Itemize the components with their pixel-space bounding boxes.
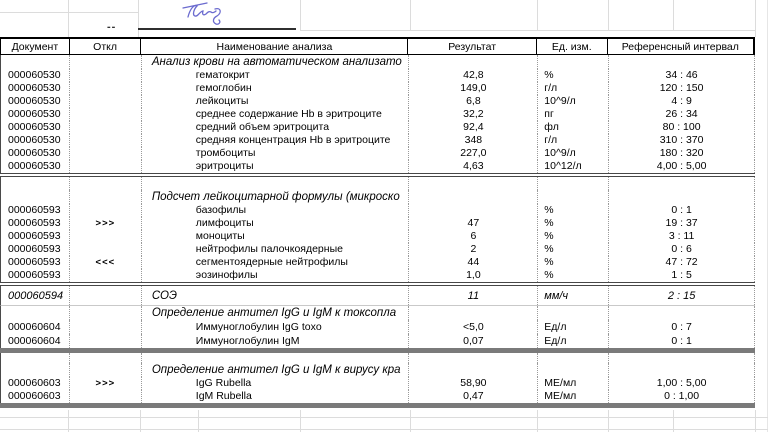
deviation-cell [69, 320, 141, 334]
document-cell: 000060530 [8, 95, 61, 107]
reference-cell: 120 : 150 [608, 82, 755, 95]
analysis-name-cell: Подсчет лейкоцитарной формулы (микроско [141, 190, 409, 204]
result-cell: 0,47 [408, 390, 537, 403]
table-row [0, 121, 755, 134]
table-row [0, 269, 755, 282]
result-cell: 42,8 [408, 69, 537, 82]
table-row [0, 390, 755, 403]
result-cell: 58,90 [408, 377, 537, 390]
analysis-name-cell: лимфоциты [141, 217, 409, 230]
document-cell [1, 55, 69, 69]
result-cell: 4,63 [408, 160, 537, 173]
grid-line [68, 410, 69, 432]
unit-cell: Ед/л [537, 334, 608, 348]
document-cell: 000060530 [8, 121, 61, 133]
analysis-name-cell: гемоглобин [141, 82, 409, 95]
column-header-document: Документ [11, 41, 59, 53]
grid-line [410, 410, 411, 432]
document-cell: 000060593 [8, 217, 61, 229]
grid-line [755, 0, 756, 37]
unit-cell [537, 353, 608, 363]
analysis-name-cell: средний объем эритроцита [141, 121, 409, 134]
deviation-cell [69, 353, 141, 363]
deviation-cell [69, 306, 141, 320]
deviation-cell [69, 160, 141, 173]
analysis-name-cell: тромбоциты [141, 147, 409, 160]
unit-cell: г/л [537, 82, 608, 95]
grid-line [537, 0, 538, 30]
analysis-name-cell: Иммуноглобулин IgM [141, 334, 409, 348]
unit-cell [537, 363, 608, 377]
document-cell: 000060593 [8, 269, 61, 281]
result-cell: 6,8 [408, 95, 537, 108]
grid-line [755, 410, 756, 432]
grid-line [0, 12, 138, 13]
deviation-cell [69, 55, 141, 69]
deviation-cell [69, 286, 141, 305]
grid-line [0, 417, 768, 418]
analysis-name-cell: СОЭ [141, 286, 409, 305]
document-cell: 000060530 [8, 108, 61, 120]
deviation-cell [69, 82, 141, 95]
table-row [0, 230, 755, 243]
document-cell: 000060530 [8, 160, 61, 172]
unit-cell: Ед/л [537, 320, 608, 334]
reference-cell: 1 : 5 [608, 269, 755, 282]
reference-cell: 0 : 1 [608, 204, 755, 217]
document-cell [1, 190, 69, 204]
reference-cell [608, 190, 755, 204]
document-cell [1, 177, 69, 190]
grid-line [673, 410, 674, 432]
result-cell [408, 363, 537, 377]
table-row [0, 243, 755, 256]
grid-line [138, 0, 139, 37]
reference-cell: 19 : 37 [608, 217, 755, 230]
analysis-name-cell: IgM Rubella [141, 390, 409, 403]
result-cell [408, 190, 537, 204]
grid-line [608, 0, 609, 30]
table-row [0, 256, 755, 269]
deviation-cell [69, 177, 141, 190]
table-row [0, 134, 755, 147]
reference-cell: 310 : 370 [608, 134, 755, 147]
unit-cell [537, 190, 608, 204]
analysis-name-cell: эритроциты [141, 160, 409, 173]
analysis-name-cell: моноциты [141, 230, 409, 243]
table-row [0, 69, 755, 82]
document-cell: 000060603 [8, 390, 61, 402]
result-cell [408, 204, 537, 217]
column-header-deviation: Откл [69, 39, 141, 54]
deviation-cell [69, 147, 141, 160]
unit-cell: мм/ч [537, 286, 608, 305]
unit-cell: МЕ/мл [537, 377, 608, 390]
reference-cell [608, 55, 755, 69]
document-cell: 000060594 [8, 290, 64, 302]
reference-cell [608, 177, 755, 190]
table-row [0, 334, 755, 348]
column-header-reference: Референсный интервал [607, 39, 753, 54]
section-title-row [0, 306, 755, 320]
analysis-name-cell: Определение антител IgG и IgM к токсопла [141, 306, 409, 320]
deviation-cell [69, 134, 141, 147]
grid-line [300, 30, 755, 31]
analysis-name-cell: гематокрит [141, 69, 409, 82]
result-cell: 348 [408, 134, 537, 147]
result-cell: 44 [408, 256, 537, 269]
unit-cell [537, 177, 608, 190]
column-header-unit: Ед. изм. [536, 39, 607, 54]
grid-line [410, 0, 411, 30]
reference-cell: 4,00 : 5,00 [608, 160, 755, 173]
result-cell: 92,4 [408, 121, 537, 134]
table-row [0, 160, 755, 173]
reference-cell: 180 : 320 [608, 147, 755, 160]
document-cell: 000060530 [8, 69, 61, 81]
table-row [0, 204, 755, 217]
unit-cell: 10^9/л [537, 147, 608, 160]
deviation-cell [69, 334, 141, 348]
analysis-name-cell [141, 353, 409, 363]
grid-line [608, 410, 609, 432]
reference-cell: 0 : 6 [608, 243, 755, 256]
unit-cell: 10^9/л [537, 95, 608, 108]
analysis-name-cell: нейтрофилы палочкоядерные [141, 243, 409, 256]
reference-cell [608, 306, 755, 320]
grid-line [140, 410, 141, 432]
table-row [0, 147, 755, 160]
reference-cell: 80 : 100 [608, 121, 755, 134]
reference-cell: 26 : 34 [608, 108, 755, 121]
document-cell [1, 363, 69, 377]
deviation-cell [69, 204, 141, 217]
unit-cell: 10^12/л [537, 160, 608, 173]
result-cell: 11 [408, 286, 537, 305]
grid-line [300, 0, 301, 30]
deviation-cell [69, 230, 141, 243]
result-cell: 227,0 [408, 147, 537, 160]
reference-cell: 1,00 : 5,00 [608, 377, 755, 390]
deviation-cell [69, 243, 141, 256]
result-cell: 32,2 [408, 108, 537, 121]
deviation-cell [69, 269, 141, 282]
reference-cell [608, 353, 755, 363]
deviation-cell [69, 190, 141, 204]
analysis-name-cell: лейкоциты [141, 95, 409, 108]
section-title-row [0, 190, 755, 204]
grid-line [0, 429, 768, 430]
deviation-cell [69, 390, 141, 403]
grid-line [537, 410, 538, 432]
unit-cell: пг [537, 108, 608, 121]
result-cell [408, 306, 537, 320]
unit-cell: МЕ/мл [537, 390, 608, 403]
analysis-name-cell: среднее содержание Hb в эритроците [141, 108, 409, 121]
empty-row [0, 353, 755, 363]
analysis-name-cell: Иммуноглобулин IgG toxo [141, 320, 409, 334]
table-row [0, 82, 755, 95]
column-header-result: Результат [407, 39, 535, 54]
reference-cell: 34 : 46 [608, 69, 755, 82]
result-cell: 47 [408, 217, 537, 230]
document-cell: 000060593 [8, 204, 61, 216]
column-header-name: Наименование анализа [140, 39, 407, 54]
result-cell: 1,0 [408, 269, 537, 282]
unit-cell: % [537, 256, 608, 269]
result-cell: 149,0 [408, 82, 537, 95]
table-row [0, 320, 755, 334]
report-table [0, 37, 756, 408]
result-cell: 6 [408, 230, 537, 243]
analysis-name-cell [141, 177, 409, 190]
grid-line [673, 0, 674, 30]
section-separator-bar [0, 403, 755, 408]
table-body [0, 55, 755, 408]
deviation-cell: >>> [69, 217, 141, 230]
deviation-cell [69, 108, 141, 121]
grid-line [300, 410, 301, 432]
result-cell [408, 353, 537, 363]
unit-cell [537, 306, 608, 320]
section-title-row [0, 55, 755, 69]
analysis-name-cell: эозинофилы [141, 269, 409, 282]
document-cell: 000060593 [8, 243, 61, 255]
document-cell: 000060530 [8, 147, 61, 159]
reference-cell [608, 363, 755, 377]
result-cell [408, 55, 537, 69]
deviation-cell: <<< [69, 256, 141, 269]
document-cell [1, 306, 69, 320]
deviation-cell [69, 69, 141, 82]
section-title-row [0, 363, 755, 377]
document-cell: 000060604 [8, 335, 61, 347]
analysis-name-cell: сегментоядерные нейтрофилы [141, 256, 409, 269]
signature [180, 0, 238, 27]
unit-cell: % [537, 217, 608, 230]
table-row [0, 108, 755, 121]
document-cell: 000060603 [8, 377, 61, 389]
unit-cell: % [537, 204, 608, 217]
document-cell: 000060593 [8, 230, 61, 242]
table-header-row [0, 37, 755, 55]
dash-marks: -- [107, 21, 117, 33]
deviation-cell [69, 121, 141, 134]
signature-underline [138, 28, 296, 30]
document-cell: 000060530 [8, 134, 61, 146]
document-cell: 000060530 [8, 82, 61, 94]
result-cell: 2 [408, 243, 537, 256]
table-row [0, 377, 755, 390]
analysis-name-cell: базофилы [141, 204, 409, 217]
reference-cell: 47 : 72 [608, 256, 755, 269]
reference-cell: 0 : 7 [608, 320, 755, 334]
deviation-cell: >>> [69, 377, 141, 390]
table-row [0, 217, 755, 230]
result-cell [408, 177, 537, 190]
document-cell: 000060593 [8, 256, 61, 268]
grid-line [68, 0, 69, 37]
reference-cell: 0 : 1,00 [608, 390, 755, 403]
analysis-name-cell: IgG Rubella [141, 377, 409, 390]
unit-cell: % [537, 230, 608, 243]
reference-cell: 3 : 11 [608, 230, 755, 243]
unit-cell [537, 55, 608, 69]
reference-cell: 0 : 1 [608, 334, 755, 348]
table-row [0, 95, 755, 108]
unit-cell: фл [537, 121, 608, 134]
analysis-name-cell: средняя концентрация Hb в эритроците [141, 134, 409, 147]
document-cell: 000060604 [8, 321, 61, 333]
grid-line [767, 0, 768, 432]
reference-cell: 4 : 9 [608, 95, 755, 108]
result-cell: 0,07 [408, 334, 537, 348]
result-cell: <5,0 [408, 320, 537, 334]
analysis-name-cell: Определение антител IgG и IgM к вирусу кра [141, 363, 409, 377]
deviation-cell [69, 95, 141, 108]
deviation-cell [69, 363, 141, 377]
document-cell [1, 353, 69, 363]
unit-cell: % [537, 269, 608, 282]
analysis-name-cell: Анализ крови на автоматическом анализато [141, 55, 409, 69]
table-row [0, 286, 755, 306]
empty-row [0, 177, 755, 190]
reference-cell: 2 : 15 [608, 286, 755, 305]
unit-cell: % [537, 69, 608, 82]
unit-cell: % [537, 243, 608, 256]
grid-line [198, 410, 199, 432]
unit-cell: г/л [537, 134, 608, 147]
